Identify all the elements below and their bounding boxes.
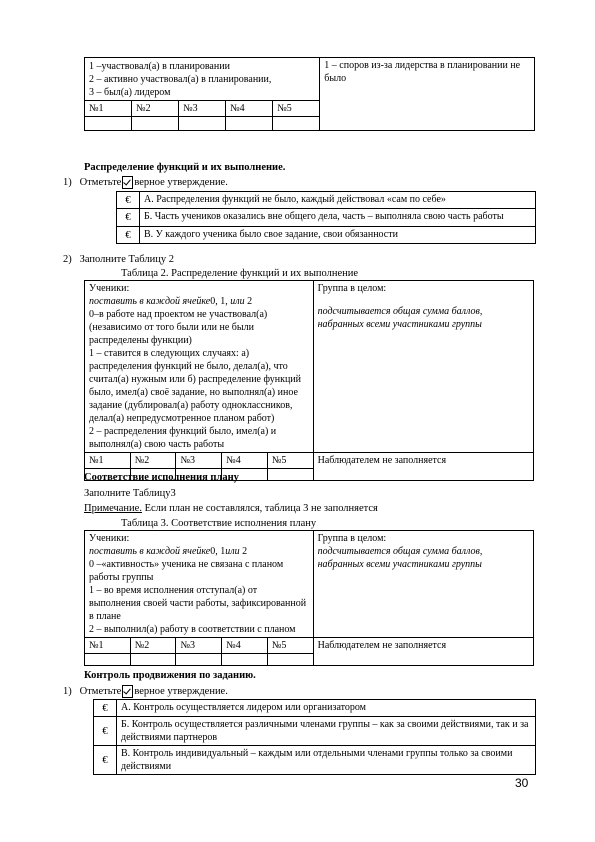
t1-col-4: №4 <box>226 101 273 117</box>
question-text: Отметьте <box>79 686 122 697</box>
t1-col-5: №5 <box>273 101 320 117</box>
options-table-2 <box>93 699 536 775</box>
t3-students <box>85 531 314 638</box>
t3-observer: Наблюдателем не заполняется <box>313 638 533 666</box>
question-number: 1) <box>63 686 72 697</box>
table-2 <box>84 280 534 481</box>
t3-group-note: подсчитывается общая сумма баллов, набранных всеми участниками группы <box>317 546 483 570</box>
t1-right: 1 – споров из-за лидерства в планировании не было <box>320 58 535 131</box>
section-title-distribution: Распределение функций и их выполнение. <box>84 162 286 173</box>
t2-instruction: поставить в каждой ячейке0, 1, или 2 <box>89 296 253 307</box>
t1-col-1: №1 <box>85 101 132 117</box>
t2-col-1: №1 <box>85 453 131 469</box>
t3-group <box>313 531 533 638</box>
t2-group-head: Группа в целом: <box>317 283 387 294</box>
t1-col-3: №3 <box>179 101 226 117</box>
option-c: В. У каждого ученика было свое задание, свои обязанности <box>140 226 536 243</box>
t1-cell[interactable] <box>132 117 179 131</box>
table-3 <box>84 530 534 666</box>
t3-body: 0 –«активность» ученика не связана с планом работы группы 1 – во время исполнения отступал(а) от выполнения своей части работы, зафиксированной в плане 2 – выполнил(а) работу в соответствии с планом <box>89 559 307 635</box>
option-b: Б. Часть учеников оказались вне общего дела, часть – выполняла свою часть работы <box>140 209 536 226</box>
control-option-a: А. Контроль осуществляется лидером или организатором <box>117 700 536 717</box>
question-1-control <box>63 685 228 699</box>
table-2-caption: Таблица 2. Распределение функций и их выполнение <box>121 268 359 279</box>
t2-observer: Наблюдателем не заполняется <box>313 453 533 481</box>
t3-group-head: Группа в целом: <box>317 533 387 544</box>
option-a: А. Распределения функций не было, каждый действовал «сам по себе» <box>140 192 536 209</box>
question-number: 2) <box>63 254 72 265</box>
section-title-control: Контроль продвижения по заданию. <box>84 670 256 681</box>
question-text-end: верное утверждение. <box>134 177 228 188</box>
checkbox-icon[interactable]: € <box>94 746 117 775</box>
t2-cell[interactable] <box>267 469 313 481</box>
control-option-b: Б. Контроль осуществляется различными членами группы – как за своими действиями, так и за действиями партнеров <box>117 717 536 746</box>
question-1 <box>63 176 228 190</box>
options-table-1 <box>116 191 536 244</box>
t2-col-4: №4 <box>222 453 268 469</box>
table-3-caption: Таблица 3. Соответствие исполнения плану <box>121 518 317 529</box>
checkmark-icon <box>122 685 133 698</box>
t3-cell[interactable] <box>85 654 131 666</box>
t3-cell[interactable] <box>222 654 268 666</box>
t3-col-3: №3 <box>176 638 222 654</box>
t3-col-1: №1 <box>85 638 131 654</box>
t3-col-2: №2 <box>130 638 176 654</box>
checkbox-icon[interactable]: € <box>94 717 117 746</box>
checkmark-icon <box>122 176 133 189</box>
t3-cell[interactable] <box>267 654 313 666</box>
t3-head: Ученики: <box>89 533 130 544</box>
question-text-end: верное утверждение. <box>134 686 228 697</box>
t1-col-2: №2 <box>132 101 179 117</box>
t2-col-5: №5 <box>267 453 313 469</box>
t1-cell[interactable] <box>273 117 320 131</box>
section-title-plan: Соответствие исполнения плану <box>84 472 239 483</box>
t3-instruction: поставить в каждой ячейке0, 1или 2 <box>89 546 248 557</box>
t2-group <box>313 281 533 453</box>
question-number: 1) <box>63 177 72 188</box>
t1-scale: 1 –участвовал(а) в планировании 2 – активно участвовал(а) в планировании, 3 – был(а) лидером <box>85 58 320 101</box>
t3-col-4: №4 <box>222 638 268 654</box>
t2-col-2: №2 <box>130 453 176 469</box>
checkbox-icon[interactable]: € <box>117 192 140 209</box>
note: Примечание. Если план не составлялся, таблица 3 не заполняется <box>84 503 378 514</box>
t3-col-5: №5 <box>267 638 313 654</box>
checkbox-icon[interactable]: € <box>117 209 140 226</box>
t2-body: 0–в работе над проектом не участвовал(а) (независимо от того были или не были распределены функции) 1 – ставится в следующих случаях: а) распределения функций не было, делал(а), что считал(а) нужным или б) распределение функций было, имел(а) своё задание, но выполнял(а) иное задание (дублировал(а) работу одноклассников, делал(а) непредусмотренное планом работ) 2 – распределения функций было, имел(а) и выполнял(а) свою часть работы <box>89 309 301 450</box>
question-text: Заполните Таблицу 2 <box>79 254 174 265</box>
t2-col-3: №3 <box>176 453 222 469</box>
t1-cell[interactable] <box>226 117 273 131</box>
question-text: Отметьте <box>79 177 122 188</box>
t1-cell[interactable] <box>179 117 226 131</box>
checkbox-icon[interactable]: € <box>94 700 117 717</box>
t2-students <box>85 281 314 453</box>
t2-head: Ученики: <box>89 283 130 294</box>
t1-cell[interactable] <box>85 117 132 131</box>
t3-cell[interactable] <box>176 654 222 666</box>
t2-group-note: подсчитывается общая сумма баллов, набранных всеми участниками группы <box>317 306 483 330</box>
table-1 <box>84 57 535 131</box>
page-number: 30 <box>515 776 529 790</box>
fill-table-3: Заполните Таблицу3 <box>84 488 176 499</box>
question-2 <box>63 253 174 267</box>
t3-cell[interactable] <box>130 654 176 666</box>
checkbox-icon[interactable]: € <box>117 226 140 243</box>
control-option-c: В. Контроль индивидуальный – каждым или отдельными членами группы только за своими действиями <box>117 746 536 775</box>
